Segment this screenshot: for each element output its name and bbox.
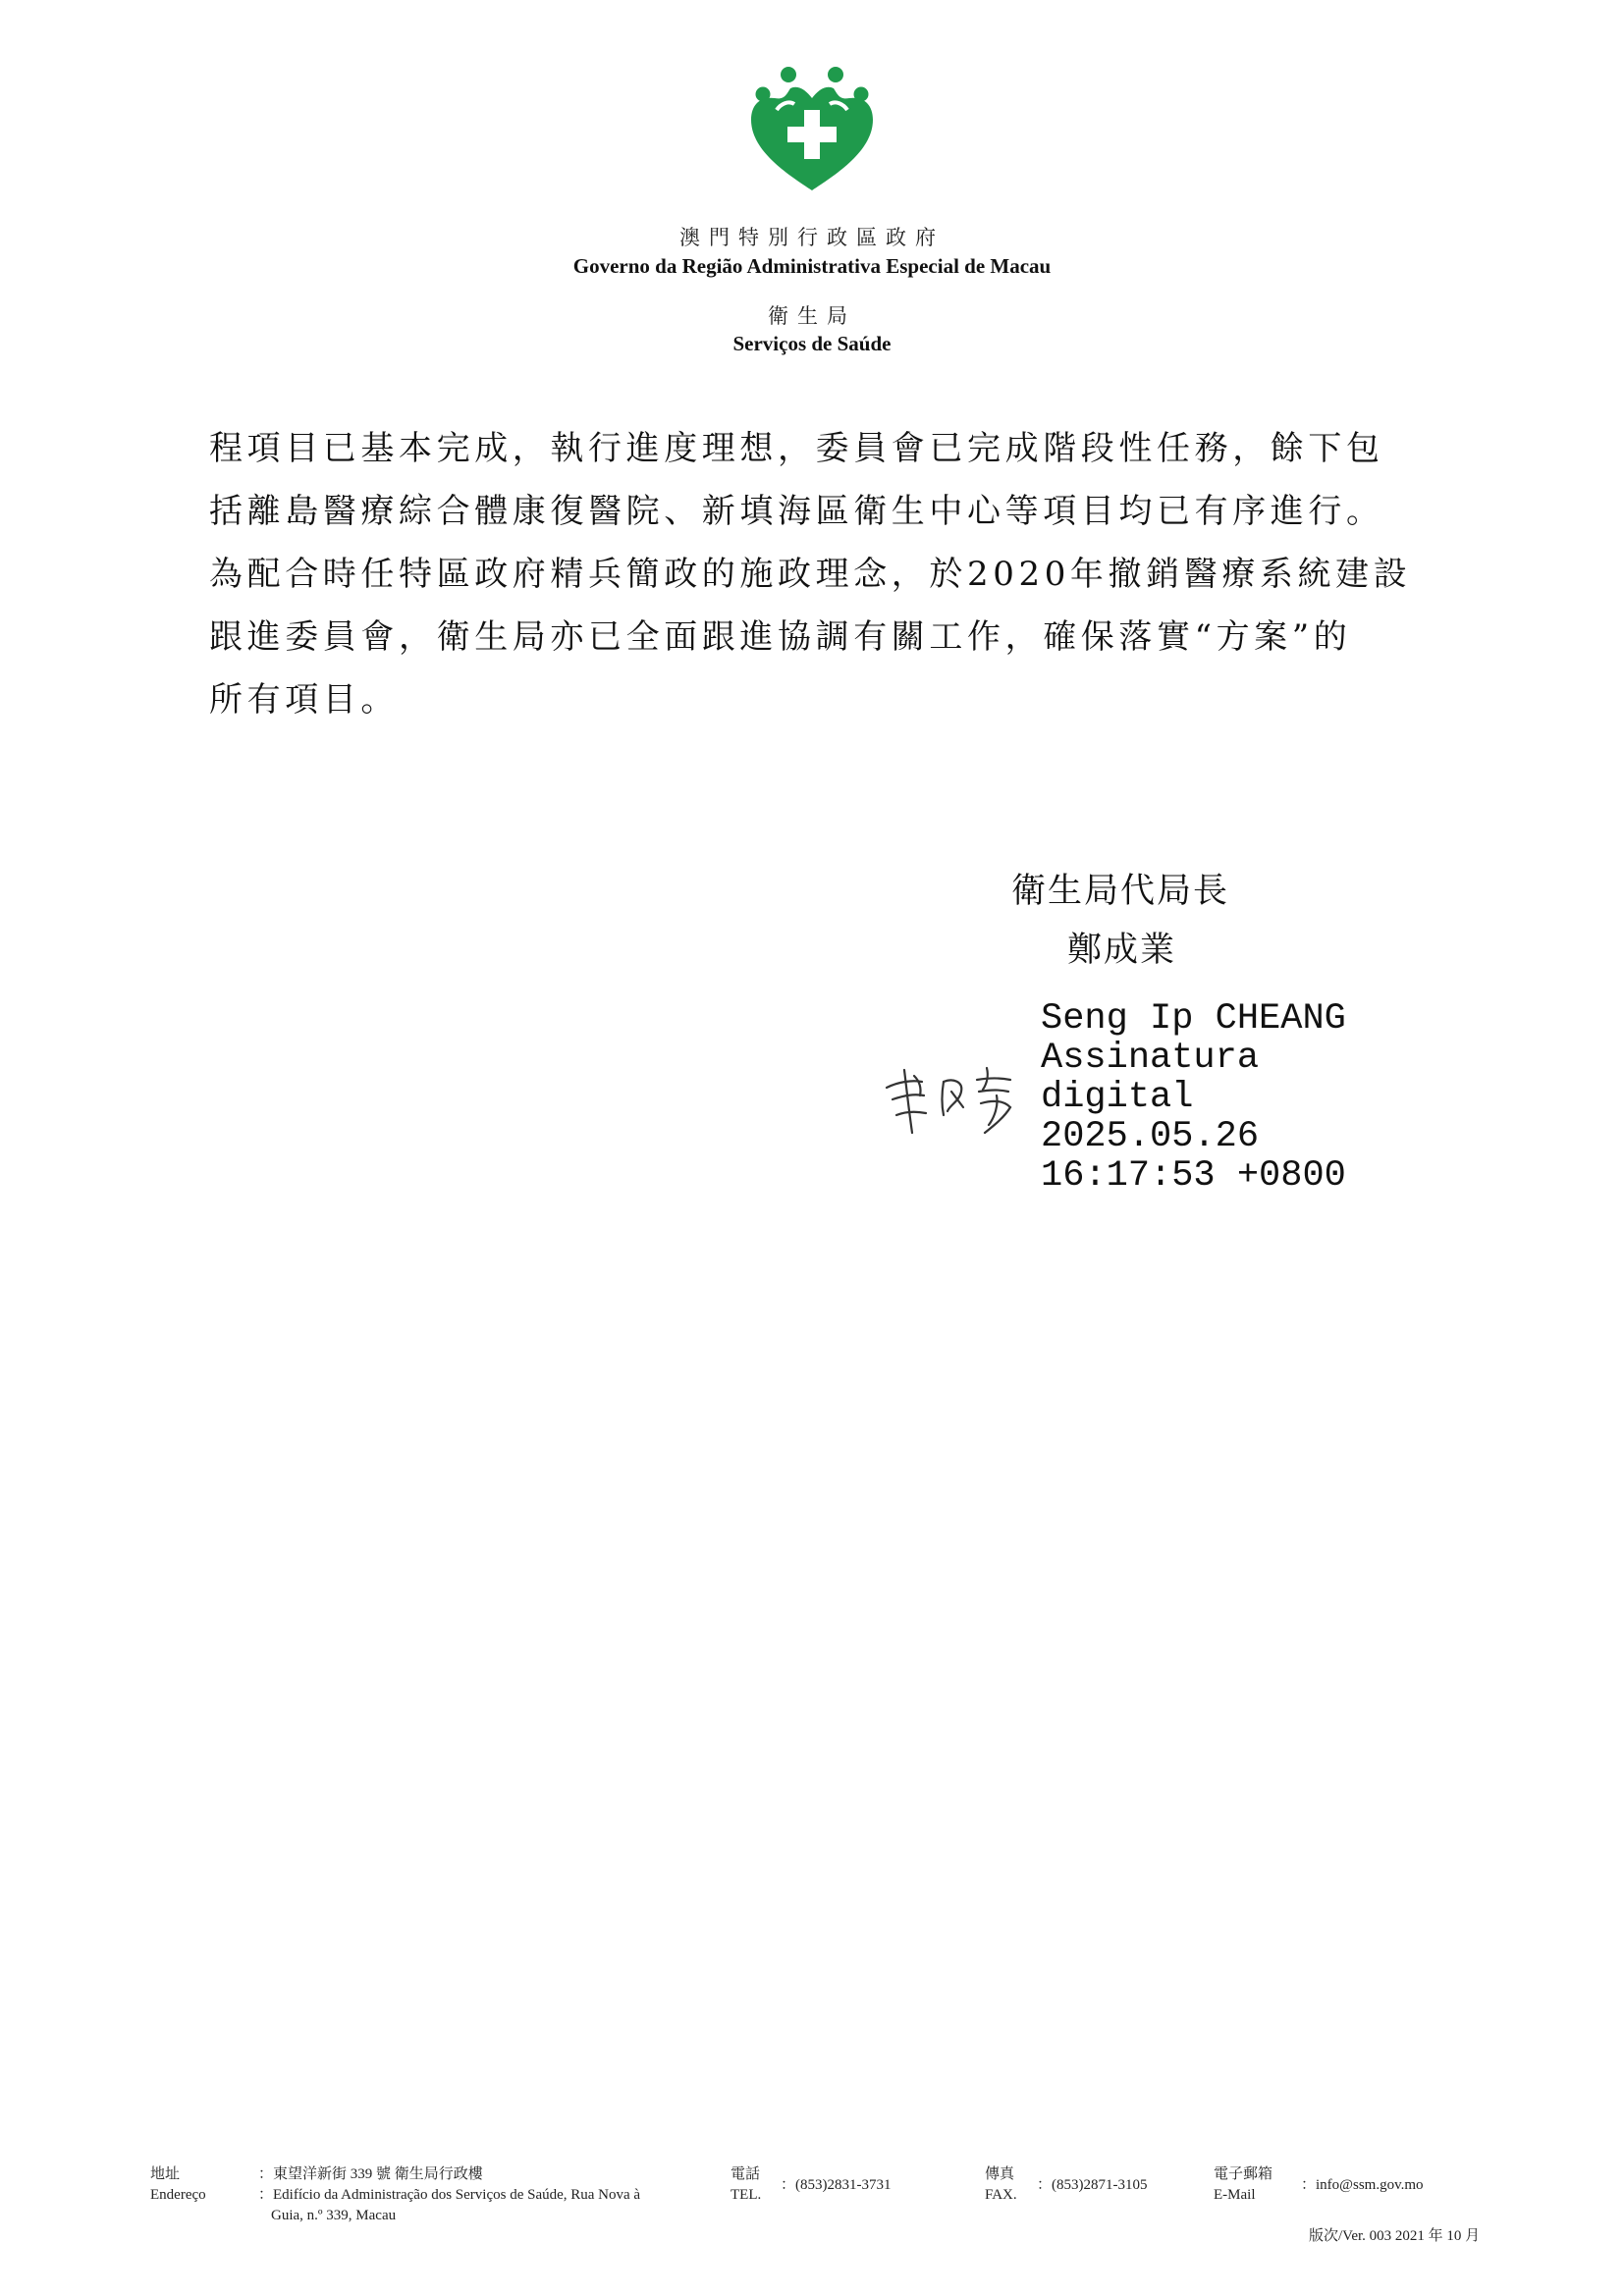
digital-signature-block xyxy=(1041,999,1346,1196)
handwritten-signature-icon xyxy=(879,1056,1031,1140)
footer-email-value: ：info@ssm.gov.mo xyxy=(1301,2177,1424,2193)
department-name-portuguese: Serviços de Saúde xyxy=(732,332,892,355)
digital-signature-line: Assinatura xyxy=(1041,1038,1260,1079)
digital-signature-line: 16:17:53 +0800 xyxy=(1041,1155,1346,1197)
department-name-chinese: 衛生局 xyxy=(768,304,856,328)
digital-signature-line: Seng Ip CHEANG xyxy=(1041,998,1346,1040)
footer-email-label-cn: 電子郵箱 xyxy=(1214,2166,1273,2182)
body-line: 所有項目。 xyxy=(209,680,399,720)
body-line: 括離島醫療綜合體康復醫院、新填海區衛生中心等項目均已有序進行。 xyxy=(209,492,1384,531)
footer-fax-value: ：(853)2871-3105 xyxy=(1037,2177,1148,2193)
footer-tel-value: ：(853)2831-3731 xyxy=(781,2177,892,2193)
body-line: 程項目已基本完成，執行進度理想，委員會已完成階段性任務，餘下包 xyxy=(209,429,1384,468)
government-name-chinese: 澳門特別行政區政府 xyxy=(679,226,945,249)
footer-fax-label-cn: 傳真 xyxy=(985,2166,1015,2182)
digital-signature-line: digital xyxy=(1041,1077,1194,1118)
health-bureau-logo-icon xyxy=(749,65,875,192)
footer-address-cn: ：東望洋新街 339 號 衛生局行政樓 xyxy=(258,2166,483,2182)
footer-address-label-cn: 地址 xyxy=(150,2166,181,2182)
footer-address-pt-1: ：Edifício da Administração dos Serviços de Saúde, Rua Nova à xyxy=(258,2187,641,2203)
footer-version: 版次/Ver. 003 2021 年 10 月 xyxy=(1309,2228,1481,2244)
footer-address-pt-2: Guia, n.º 339, Macau xyxy=(271,2208,397,2223)
body-line: 為配合時任特區政府精兵簡政的施政理念，於2020年撤銷醫療系統建設 xyxy=(209,555,1412,594)
footer-address-label-pt: Endereço xyxy=(150,2187,206,2203)
footer-tel-label-en: TEL. xyxy=(731,2187,762,2203)
letter-body xyxy=(209,417,1427,731)
signer-title: 衛生局代局長 xyxy=(1011,872,1230,911)
signer-name: 鄭成業 xyxy=(1067,931,1177,970)
body-line: 跟進委員會，衛生局亦已全面跟進協調有關工作，確保落實“方案”的 xyxy=(209,617,1352,657)
footer-tel-label-cn: 電話 xyxy=(731,2166,761,2182)
government-name-portuguese: Governo da Região Administrativa Especial de Macau xyxy=(572,254,1052,278)
footer-fax-label-en: FAX. xyxy=(985,2187,1017,2203)
footer-email-label-pt: E-Mail xyxy=(1214,2187,1256,2203)
digital-signature-line: 2025.05.26 xyxy=(1041,1116,1260,1157)
